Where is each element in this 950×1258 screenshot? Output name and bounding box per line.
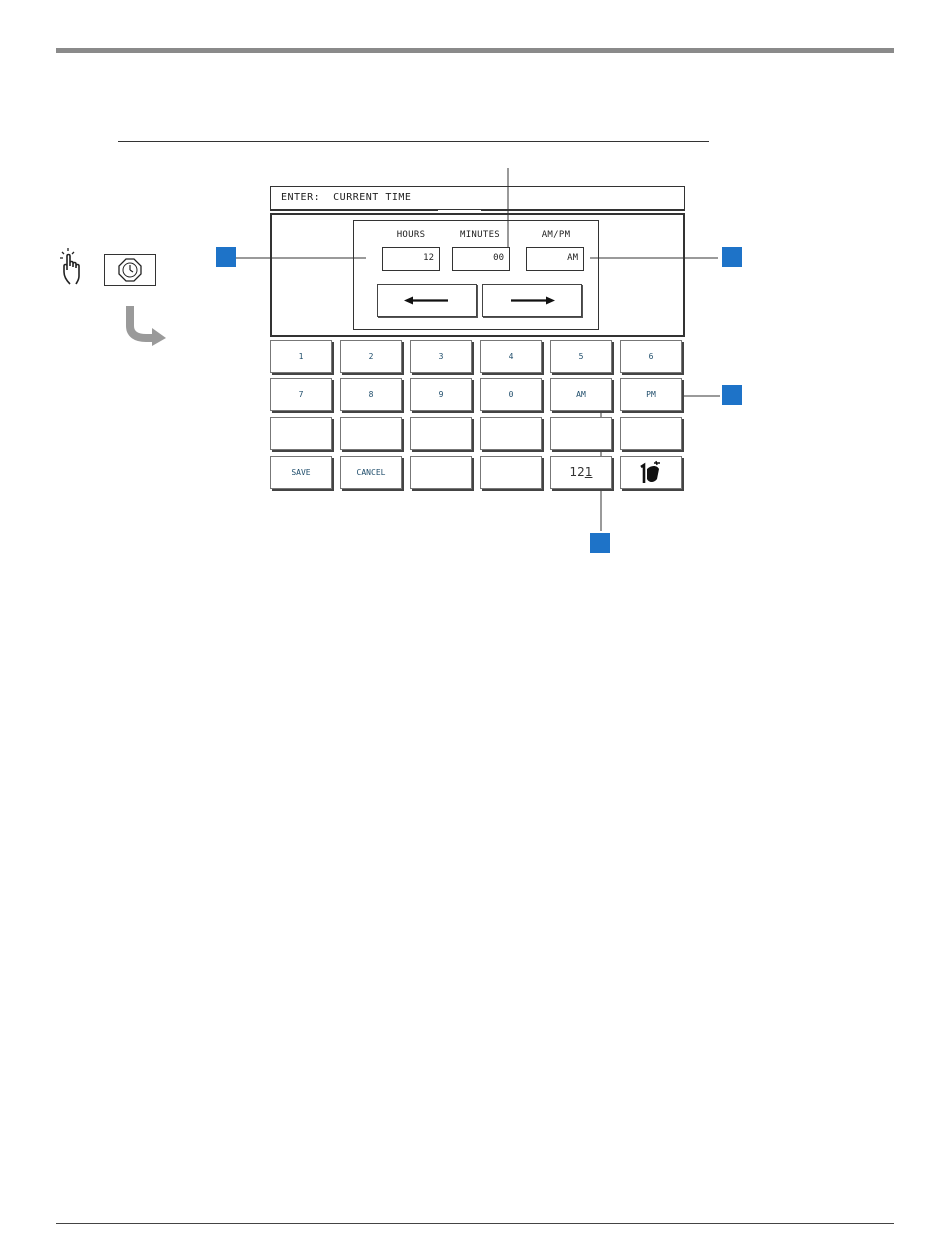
next-field-button[interactable] <box>482 284 582 317</box>
key-blank[interactable] <box>620 417 682 450</box>
key-blank[interactable] <box>550 417 612 450</box>
cancel-button[interactable]: CANCEL <box>340 456 402 489</box>
callout-marker-hours <box>216 247 236 267</box>
key-blank[interactable] <box>480 456 542 489</box>
minutes-field[interactable] <box>452 247 510 271</box>
ampm-field[interactable] <box>526 247 584 271</box>
time-entry-screen <box>268 185 686 495</box>
key-blank[interactable] <box>410 417 472 450</box>
save-button[interactable]: SAVE <box>270 456 332 489</box>
header-underline-right <box>481 209 685 211</box>
curved-arrow-icon <box>124 304 168 346</box>
key-8[interactable]: 8 <box>340 378 402 411</box>
key-blank[interactable] <box>270 417 332 450</box>
key-3[interactable]: 3 <box>410 340 472 373</box>
ampm-value: AM <box>567 253 578 263</box>
key-1[interactable]: 1 <box>270 340 332 373</box>
header-label: ENTER: CURRENT TIME <box>281 192 412 203</box>
bottom-rule <box>56 1223 894 1224</box>
minutes-value: 00 <box>493 253 504 263</box>
clock-button[interactable] <box>104 254 156 286</box>
hours-field[interactable] <box>382 247 440 271</box>
header-bar <box>270 186 685 210</box>
key-blank[interactable] <box>340 417 402 450</box>
hours-label: HOURS <box>396 230 426 240</box>
numeric-keypad-button[interactable] <box>550 456 612 489</box>
top-rule <box>56 48 894 53</box>
key-4[interactable]: 4 <box>480 340 542 373</box>
minutes-label: MINUTES <box>459 230 501 240</box>
key-am[interactable]: AM <box>550 378 612 411</box>
time-fields-box <box>353 220 599 330</box>
callout-marker-ampm <box>722 247 742 267</box>
clock-icon <box>118 258 142 282</box>
clean-screen-button[interactable] <box>620 456 682 489</box>
key-blank[interactable] <box>480 417 542 450</box>
numeric-keypad-icon: 1 <box>584 465 593 479</box>
right-arrow-icon <box>483 285 581 316</box>
key-9[interactable]: 9 <box>410 378 472 411</box>
callout-marker-am <box>590 533 610 553</box>
hours-value: 12 <box>423 253 434 263</box>
title-rule <box>118 141 709 142</box>
numeric-keypad-label: 12 <box>569 465 585 479</box>
left-arrow-icon <box>378 285 476 316</box>
hand-tap-icon <box>58 246 96 286</box>
callout-marker-pm <box>722 385 742 405</box>
key-pm[interactable]: PM <box>620 378 682 411</box>
key-6[interactable]: 6 <box>620 340 682 373</box>
key-5[interactable]: 5 <box>550 340 612 373</box>
key-0[interactable]: 0 <box>480 378 542 411</box>
clean-screen-icon <box>621 457 681 488</box>
time-panel <box>270 213 685 337</box>
key-2[interactable]: 2 <box>340 340 402 373</box>
key-7[interactable]: 7 <box>270 378 332 411</box>
ampm-label: AM/PM <box>541 230 571 240</box>
previous-field-button[interactable] <box>377 284 477 317</box>
key-blank[interactable] <box>410 456 472 489</box>
header-underline <box>270 209 438 211</box>
